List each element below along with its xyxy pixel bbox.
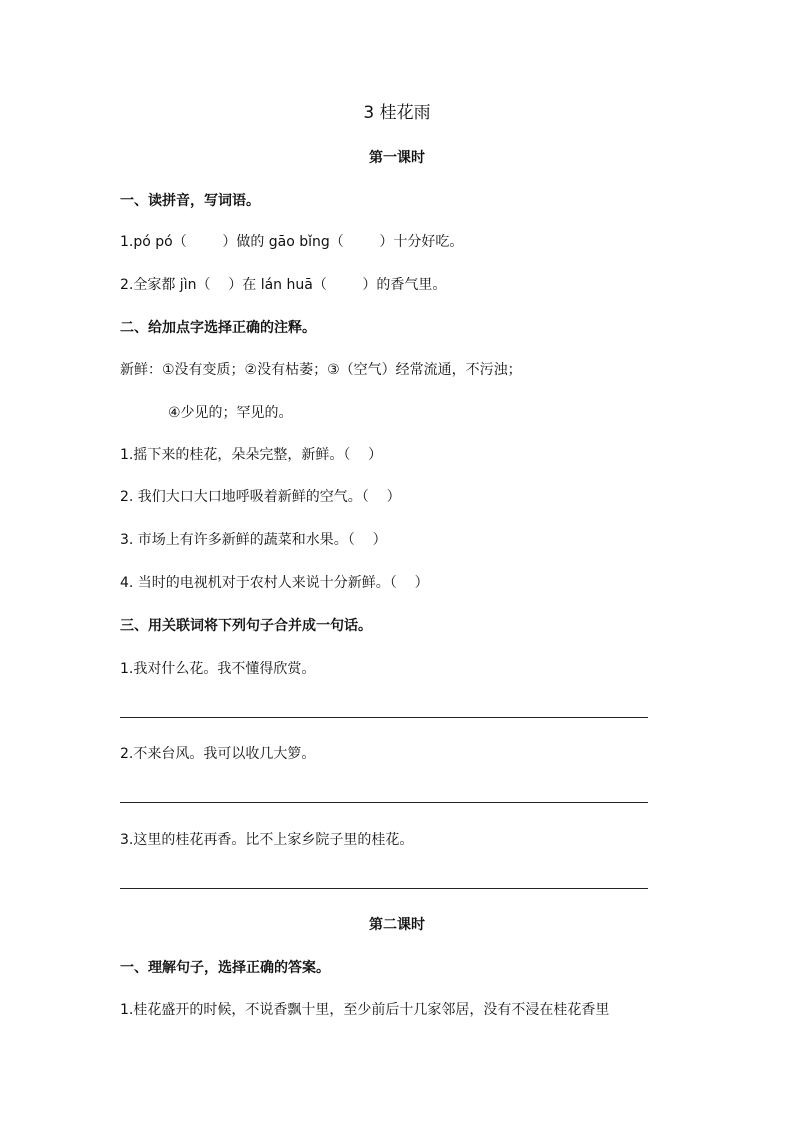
merge-question-3: 3.这里的桂花再香。比不上家乡院子里的桂花。: [120, 832, 414, 848]
answer-line-3: [120, 888, 648, 889]
answer-line-2: [120, 802, 648, 803]
lesson-1-heading: 第一课时: [369, 150, 425, 166]
definition-line-1: 新鲜：①没有变质；②没有枯萎；③（空气）经常流通，不污浊；: [120, 362, 522, 378]
section-2-heading: 二、给加点字选择正确的注释。: [120, 320, 316, 336]
annotation-question-1: 1.摇下来的桂花，朵朵完整，新鲜。（ ）: [120, 447, 383, 463]
merge-question-1: 1.我对什么花。我不懂得欣赏。: [120, 661, 316, 677]
annotation-question-4: 4. 当时的电视机对于农村人来说十分新鲜。（ ）: [120, 575, 429, 591]
merge-question-2: 2.不来台风。我可以收几大箩。: [120, 746, 316, 762]
lesson-2-heading: 第二课时: [369, 917, 425, 933]
comprehension-question-1: 1.桂花盛开的时候，不说香飘十里，至少前后十几家邻居，没有不浸在桂花香里: [120, 1002, 610, 1018]
section-1-heading: 一、读拼音，写词语。: [120, 193, 260, 209]
annotation-question-3: 3. 市场上有许多新鲜的蔬菜和水果。（ ）: [120, 532, 387, 548]
definition-line-2: ④少见的；罕见的。: [168, 405, 293, 421]
answer-line-1: [120, 717, 648, 718]
section-4-heading: 一、理解句子，选择正确的答案。: [120, 960, 330, 976]
pinyin-question-2: 2.全家都 jìn（ ）在 lán huā（ ）的香气里。: [120, 277, 447, 293]
pinyin-question-1: 1.pó pó（ ）做的 gāo bǐng（ ）十分好吃。: [120, 234, 464, 250]
page-title: 3 桂花雨: [363, 103, 431, 123]
section-3-heading: 三、用关联词将下列句子合并成一句话。: [120, 618, 372, 634]
annotation-question-2: 2. 我们大口大口地呼吸着新鲜的空气。（ ）: [120, 489, 401, 505]
